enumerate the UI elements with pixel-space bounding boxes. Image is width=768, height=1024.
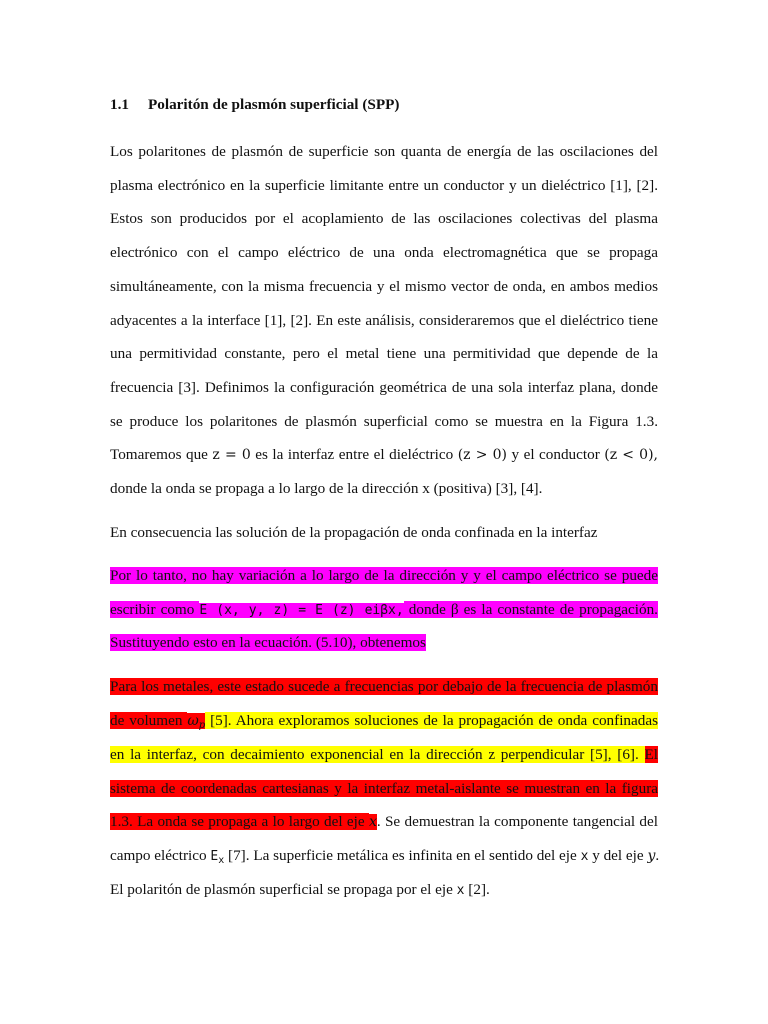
paragraph1-line: Estos son producidos por el acoplamiento de las oscilaciones colectivas del plasma xyxy=(110,210,658,227)
paragraph4-line xyxy=(110,811,658,833)
omega-symbol: ω xyxy=(187,713,199,729)
paragraph4-line xyxy=(110,778,658,800)
red-highlight-text: sistema de coordenadas cartesianas y la interfaz metal-aislante se muestran en la figura xyxy=(110,780,658,797)
paragraph3-line xyxy=(110,599,658,621)
paragraph1-last-line: donde la onda se propaga a lo largo de la dirección x (positiva) [3], [4]. xyxy=(110,480,543,497)
paragraph1-line: frecuencia [3]. Definimos la configuración geométrica de una sola interfaz plana, donde xyxy=(110,379,658,396)
magenta-highlight-text: donde β es la constante de propagación. xyxy=(403,601,658,618)
field-subscript: x xyxy=(218,855,225,866)
red-highlight-text: Para los metales, este estado sucede a frecuencias por debajo de la frecuencia de plasmón xyxy=(110,678,658,695)
equation-z-equals-0: z = 0 xyxy=(212,447,251,463)
magenta-highlight-text: Sustituyendo esto en la ecuación. (5.10), obtenemos xyxy=(110,634,426,651)
paragraph1-line: simultáneamente, con la misma frecuencia y el mismo vector de onda, en ambos medios xyxy=(110,278,658,295)
field-component-symbol xyxy=(210,849,224,864)
text-run: . Se demuestran la componente tangencial del xyxy=(376,813,658,830)
paragraph4-line xyxy=(110,845,658,867)
text-run: . xyxy=(655,847,660,864)
paragraph1-line: adyacentes a la interface [1], [2]. En este análisis, consideraremos que el dieléctrico tiene xyxy=(110,312,658,329)
paragraph1-math-line xyxy=(110,444,658,466)
paragraph1-line: Los polaritones de plasmón de superficie son quanta de energía de las oscilaciones del xyxy=(110,143,658,160)
red-highlight-text: El xyxy=(644,746,658,763)
paragraph1-line: una permitividad constante, pero el metal tiene una permitividad que depende de la xyxy=(110,345,658,362)
axis-y-symbol: y xyxy=(647,848,656,864)
text-run: [7]. La superficie metálica es infinita en el sentido del eje xyxy=(224,847,581,864)
section-heading xyxy=(110,96,399,114)
text-run: y del eje xyxy=(588,847,648,864)
section-title: Polaritón de plasmón superficial (SPP) xyxy=(148,96,400,113)
text-run: [2]. xyxy=(464,881,490,898)
red-highlight-text: de volumen xyxy=(110,712,188,729)
magenta-highlight-text: escribir como xyxy=(110,601,200,618)
text-run: y el conductor xyxy=(506,446,605,463)
axis-x-symbol: x xyxy=(456,883,465,898)
paragraph4-line xyxy=(110,676,658,698)
text-run: es la interfaz entre el dieléctrico xyxy=(250,446,458,463)
yellow-highlight-text: [5]. Ahora exploramos soluciones de la propagación de onda confinadas xyxy=(205,712,658,729)
axis-x-symbol: x xyxy=(580,849,589,864)
paragraph1-line: plasma electrónico en la superficie limitante entre un conductor y un dieléctrico [1], [2]. xyxy=(110,177,658,194)
text-run: El polaritón de plasmón superficial se propaga por el eje xyxy=(110,881,457,898)
paragraph1-line: se produce los polaritones de plasmón superficial como se muestra en la Figura 1.3. xyxy=(110,413,658,430)
paragraph1-line: electrónico con el campo eléctrico de una onda electromagnética que se propaga xyxy=(110,244,658,261)
paragraph4-line xyxy=(110,710,658,732)
field-e-symbol: E xyxy=(210,849,219,864)
yellow-highlight-text: en la interfaz, con decaimiento exponencial en la dirección z perpendicular [5], [6]. xyxy=(110,746,645,763)
paragraph4-line xyxy=(110,879,658,901)
equation-z-positive: (z > 0) xyxy=(457,447,507,463)
axis-x-symbol: x xyxy=(368,814,377,830)
magenta-highlight-text: Por lo tanto, no hay variación a lo largo de la dirección y y el campo eléctrico se puede xyxy=(110,567,658,584)
electric-field-equation: E (x, y, z) = E (z) eiβx, xyxy=(199,603,404,618)
text-run: campo eléctrico xyxy=(110,847,211,864)
paragraph3-line xyxy=(110,565,658,587)
plasma-frequency-symbol xyxy=(187,713,205,729)
text-run: Tomaremos que xyxy=(110,446,213,463)
section-number: 1.1 xyxy=(110,96,129,113)
red-highlight-text: 1.3. La onda se propaga a lo largo del eje xyxy=(110,813,369,830)
paragraph4-line xyxy=(110,744,658,766)
paragraph3-line xyxy=(110,632,658,654)
omega-subscript: p xyxy=(198,720,206,731)
equation-z-negative: (z < 0), xyxy=(604,447,658,463)
paragraph2: En consecuencia las solución de la propagación de onda confinada en la interfaz xyxy=(110,524,598,541)
